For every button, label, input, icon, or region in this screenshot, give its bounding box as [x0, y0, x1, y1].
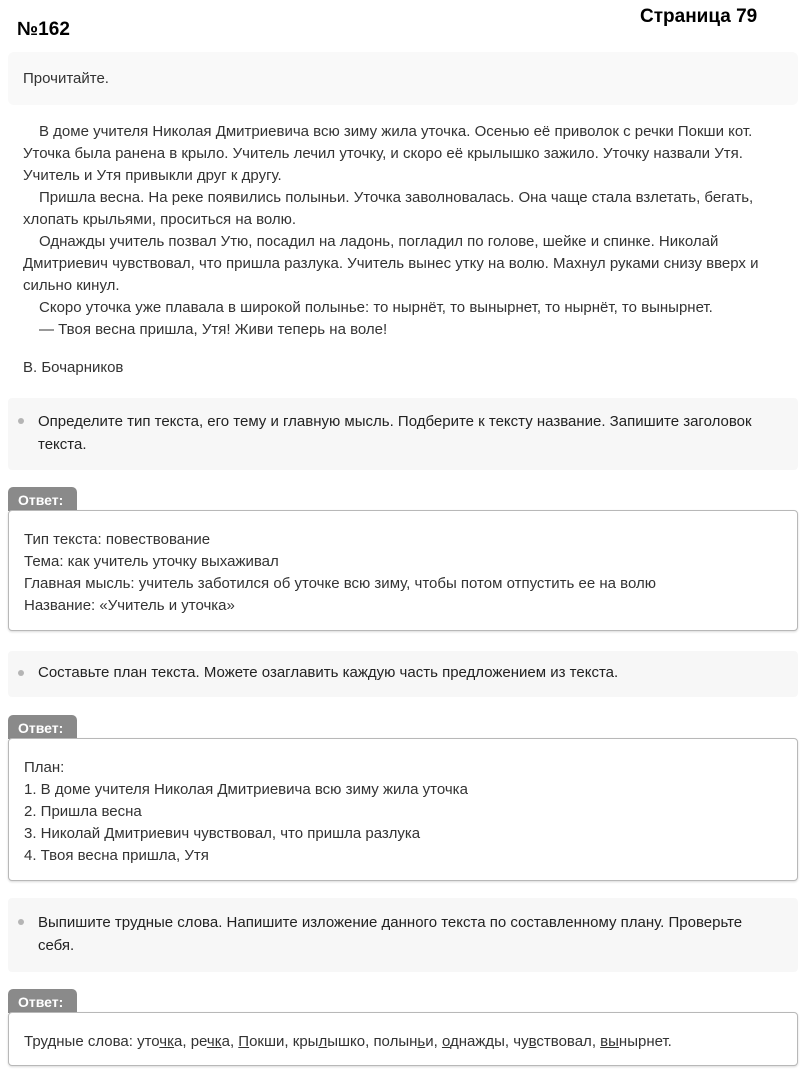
hard-words-line	[24, 1031, 672, 1053]
answer-line: План:	[24, 759, 65, 776]
question-text: Определите тип текста, его тему и главную мысль. Подберите к тексту название. Запишите заголовок текста.	[38, 413, 752, 453]
hard-word	[600, 1033, 668, 1050]
hard-word-separator: .	[667, 1033, 672, 1050]
instruction-text: Прочитайте.	[23, 70, 109, 87]
hard-word-part: а	[174, 1033, 183, 1050]
hard-word-part: и	[425, 1033, 434, 1050]
passage-paragraph: Пришла весна. На реке появились полыньи. Уточка заволновалась. Она чаще стала взлетать, бегать, хлопать крыльями, проситься на волю.	[23, 189, 754, 228]
hard-word	[137, 1033, 182, 1050]
answer-line: Название: «Учитель и уточка»	[24, 597, 235, 614]
page-number: Страница 79	[640, 6, 758, 27]
hard-word-part: нырнет	[618, 1033, 668, 1050]
hard-words-list	[137, 1033, 672, 1050]
passage-paragraph: Однажды учитель позвал Утю, посадил на ладонь, погладил по голове, шейке и спинке. Николай Дмитриевич чувствовал, что пришла разлука. Учитель вынес утку на волю. Махнул руками снизу вверх и сильно кинул.	[23, 233, 759, 294]
hard-word-part: кры	[292, 1033, 319, 1050]
hard-word	[191, 1033, 230, 1050]
hard-words-prefix: Трудные слова:	[24, 1033, 138, 1050]
hard-word-underlined: чк	[159, 1033, 175, 1050]
answer-box-1	[8, 510, 798, 631]
answer-line: 4. Твоя весна пришла, Утя	[24, 847, 209, 864]
answer-label: Ответ:	[8, 989, 77, 1013]
hard-word-part: полын	[373, 1033, 418, 1050]
hard-word-underlined: о	[441, 1033, 450, 1050]
instruction-box	[8, 52, 798, 105]
hard-word-underlined: П	[238, 1033, 250, 1050]
answer-line: Тема: как учитель уточку выхаживал	[24, 553, 279, 570]
hard-word-separator: ,	[229, 1033, 239, 1050]
hard-word	[238, 1033, 284, 1050]
hard-word-part: а	[221, 1033, 230, 1050]
hard-word-underlined: в	[528, 1033, 537, 1050]
question-text: Выпишите трудные слова. Напишите изложение данного текста по составленному плану. Проверьте себя.	[38, 914, 743, 954]
answer-line: 3. Николай Дмитриевич чувствовал, что пришла разлука	[24, 825, 421, 842]
passage-author: В. Бочарников	[23, 359, 124, 376]
answer-line: Тип текста: повествование	[24, 531, 211, 548]
hard-word-part: ре	[190, 1033, 207, 1050]
hard-word-part: чу	[513, 1033, 529, 1050]
hard-word-part: уто	[137, 1033, 160, 1050]
hard-word-underlined: чк	[206, 1033, 222, 1050]
hard-word-underlined: л	[318, 1033, 328, 1050]
question-3	[8, 898, 798, 972]
answer-box-3	[8, 1012, 798, 1066]
hard-word	[373, 1033, 433, 1050]
hard-word-separator: ,	[433, 1033, 442, 1050]
answer-label: Ответ:	[8, 487, 77, 511]
answer-line: 1. В доме учителя Николая Дмитриевича всю зиму жила уточка	[24, 781, 468, 798]
hard-word-separator: ,	[182, 1033, 191, 1050]
bullet-icon	[18, 919, 24, 925]
hard-word-part: ствовал	[536, 1033, 592, 1050]
passage-paragraph: Скоро уточка уже плавала в широкой полынье: то нырнёт, то вынырнет, то нырнёт, то вынырнет.	[39, 299, 713, 316]
answer-label: Ответ:	[8, 715, 77, 739]
hard-word-separator: ,	[284, 1033, 293, 1050]
hard-word-separator: ,	[504, 1033, 514, 1050]
question-1	[8, 398, 798, 470]
hard-word	[513, 1033, 592, 1050]
bullet-icon	[18, 418, 24, 424]
question-text: Составьте план текста. Можете озаглавить каждую часть предложением из текста.	[38, 664, 619, 681]
passage-paragraph: В доме учителя Николая Дмитриевича всю зиму жила уточка. Осенью её приволок с речки Покши кот. Уточка была ранена в крыло. Учитель лечил уточку, и скоро её крылышко зажило. Уточку назвали Утя. Учитель и Утя привыкли друг к другу.	[23, 123, 753, 184]
hard-word	[442, 1033, 505, 1050]
answer-line: 2. Пришла весна	[24, 803, 142, 820]
hard-word-underlined: ь	[417, 1033, 426, 1050]
passage-paragraph: — Твоя весна пришла, Утя! Живи теперь на воле!	[39, 321, 388, 338]
reading-passage	[23, 121, 783, 341]
hard-word-part: окши	[249, 1033, 285, 1050]
hard-word-part: ышко	[327, 1033, 366, 1050]
hard-word	[293, 1033, 365, 1050]
hard-word-part: днажды	[449, 1033, 505, 1050]
bullet-icon	[18, 670, 24, 676]
hard-word-separator: ,	[365, 1033, 374, 1050]
hard-word-underlined: вы	[600, 1033, 619, 1050]
answer-line: Главная мысль: учитель заботился об уточке всю зиму, чтобы потом отпустить ее на волю	[24, 575, 656, 592]
task-number: №162	[17, 19, 70, 40]
hard-word-separator: ,	[591, 1033, 601, 1050]
question-2	[8, 651, 798, 697]
answer-box-2	[8, 738, 798, 881]
